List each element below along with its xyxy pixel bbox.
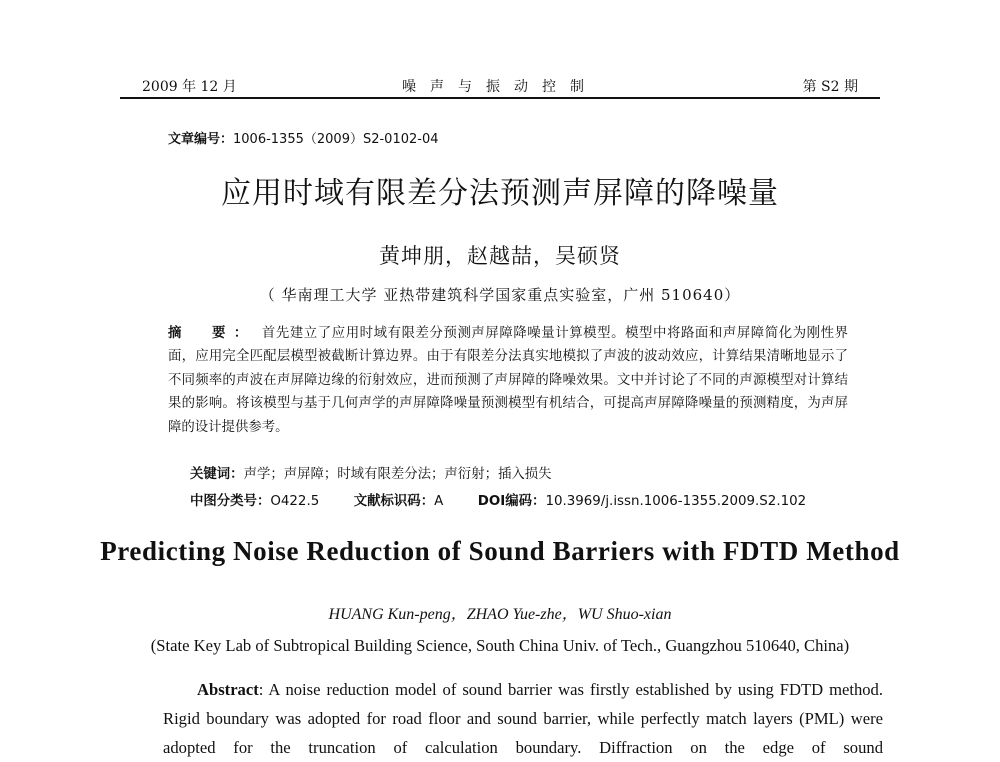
article-id-label: 文章编号： <box>168 132 234 147</box>
header-issue: 第 S2 期 <box>802 79 858 95</box>
title-cn: 应用时域有限差分法预测声屏障的降噪量 <box>221 176 779 211</box>
abstract-en <box>163 675 883 762</box>
abstract-en-label: Abstract <box>197 680 259 699</box>
doc-code-value: A <box>434 494 444 509</box>
abstract-cn <box>168 322 848 439</box>
header-rule <box>120 97 880 99</box>
title-en: Predicting Noise Reduction of Sound Barriers with FDTD Method <box>100 536 900 566</box>
article-id <box>168 128 439 147</box>
affiliation-cn: （ 华南理工大学 亚热带建筑科学国家重点实验室，广州 510640） <box>259 286 741 304</box>
doi-label: DOI编码： <box>477 494 546 509</box>
keywords-cn-label: 关键词： <box>190 467 244 482</box>
doc-code-label: 文献标识码： <box>353 494 435 509</box>
doi-value: 10.3969/j.issn.1006-1355.2009.S2.102 <box>545 494 807 509</box>
authors-cn: 黄坤朋，赵越喆，吴硕贤 <box>379 244 621 268</box>
running-header <box>120 76 880 96</box>
article-id-value: 1006-1355（2009）S2-0102-04 <box>233 132 439 147</box>
abstract-en-text: : A noise reduction model of sound barrier was firstly established by using FDTD method. Rigid boundary was adopted for road floor and sound barrier, while perfectly match layers (PML) were adopted for the truncation of calculation boundary. Diffraction on the edge of sound <box>163 680 883 757</box>
header-journal: 噪声与振动控制 <box>402 79 598 95</box>
clc-value: O422.5 <box>270 494 320 509</box>
header-date: 2009 年 12 月 <box>142 79 237 95</box>
affiliation-en: (State Key Lab of Subtropical Building Science, South China Univ. of Tech., Guangzhou 510640, China) <box>150 636 850 655</box>
authors-en: HUANG Kun-peng，ZHAO Yue-zhe，WU Shuo-xian <box>328 606 672 623</box>
abstract-cn-label: 摘 要： <box>168 326 256 341</box>
classification-line <box>190 490 806 509</box>
abstract-cn-text: 首先建立了应用时域有限差分预测声屏障降噪量计算模型。模型中将路面和声屏障简化为刚性界面，应用完全匹配层模型被截断计算边界。由于有限差分法真实地模拟了声波的波动效应，计算结果清晰地显示了不同频率的声波在声屏障边缘的衍射效应，进而预测了声屏障的降噪效果。文中并讨论了不同的声源模型对计算结果的影响。将该模型与基于几何声学的声屏障降噪量预测模型有机结合，可提高声屏障降噪量的预测精度，为声屏障的设计提供参考。 <box>168 326 849 435</box>
clc-label: 中图分类号： <box>190 494 271 509</box>
keywords-cn <box>190 463 552 482</box>
keywords-cn-text: 声学；声屏障；时域有限差分法；声衍射；插入损失 <box>243 467 552 482</box>
